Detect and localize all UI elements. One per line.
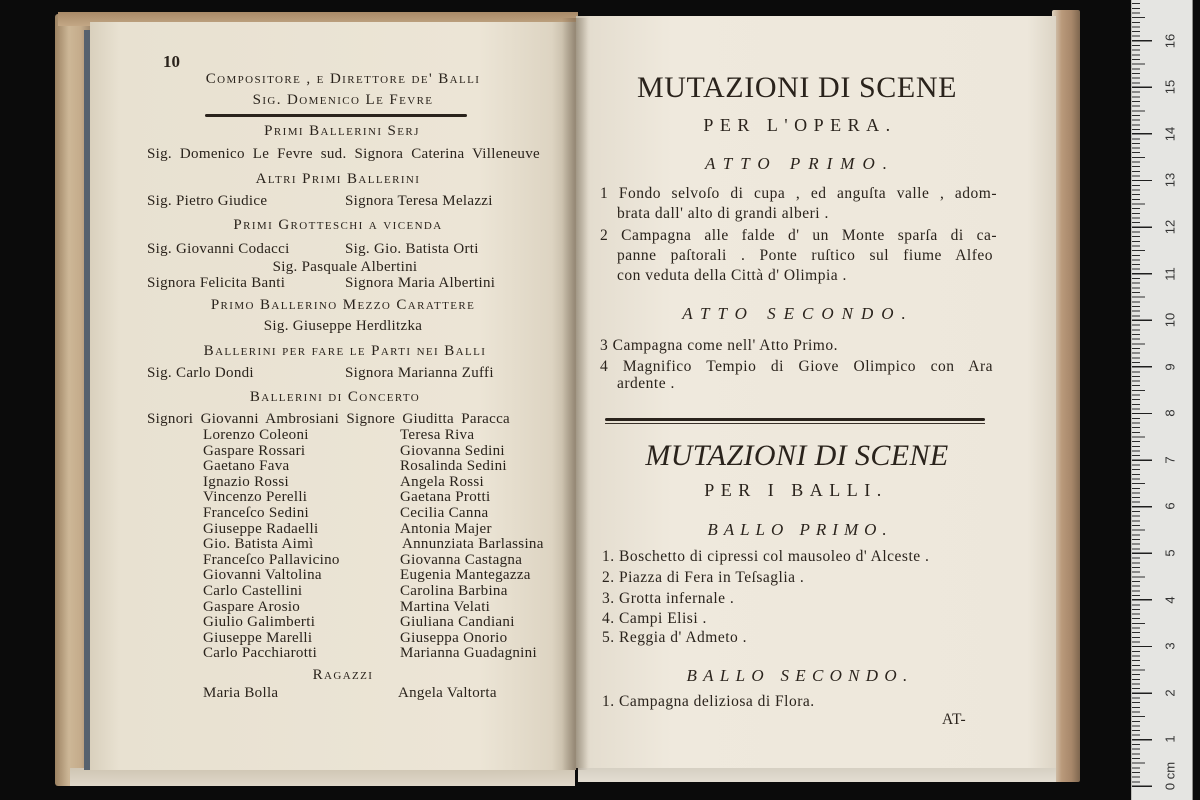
ballo-secondo-line: 1. Campagna deliziosa di Flora. — [602, 693, 815, 710]
section-heading-grotteschi: Primi Grotteschi a vicenda — [233, 217, 443, 233]
atto-primo-line: con veduta della Città d' Olimpia . — [617, 267, 847, 284]
section-divider-thick — [605, 418, 985, 421]
ruler-label: 2 — [1162, 689, 1178, 697]
header-name: Sig. Domenico Le Fevre — [252, 92, 434, 108]
ruler-label: 13 — [1162, 172, 1178, 188]
ballo-secondo-heading: BALLO SECONDO. — [686, 666, 914, 685]
concerto-woman: Teresa Riva — [400, 427, 475, 443]
concerto-woman: Gaetana Protti — [400, 489, 491, 505]
mezzo-carattere-name: Sig. Giuseppe Herdlitzka — [263, 318, 423, 334]
atto-primo-line: panne paſtorali . Ponte ruſtico sul fiume Alfeo — [617, 247, 993, 264]
concerto-woman: Antonia Majer — [400, 521, 492, 537]
ruler-label: 9 — [1162, 363, 1178, 371]
measuring-ruler — [1131, 0, 1193, 800]
ruler-label: 7 — [1162, 456, 1178, 464]
ruler-label: 4 — [1162, 596, 1178, 604]
atto-primo-line: 2 Campagna alle falde d' un Monte sparſa di ca- — [600, 227, 997, 244]
section-heading-concerto: Ballerini di Concerto — [249, 389, 421, 405]
ruler-label: 3 — [1162, 642, 1178, 650]
grotteschi-row3-right: Signora Maria Albertini — [345, 275, 496, 291]
concerto-woman: Rosalinda Sedini — [400, 458, 507, 474]
section-heading-mezzo-carattere: Primo Ballerino Mezzo Carattere — [210, 297, 476, 313]
altri-primi-right: Signora Teresa Melazzi — [345, 193, 493, 209]
ragazzi-left: Maria Bolla — [203, 685, 279, 701]
concerto-man: Gaspare Arosio — [203, 599, 301, 615]
ruler-label: 0 cm — [1162, 761, 1178, 791]
ruler-label: 8 — [1162, 409, 1178, 417]
primi-serj-line: Sig. Domenico Le Fevre sud. Signora Caterina Villeneuve — [147, 146, 540, 162]
ruler-label: 15 — [1162, 79, 1178, 95]
atto-primo-heading: ATTO PRIMO. — [705, 154, 895, 173]
concerto-woman: Annunziata Barlassina — [402, 536, 544, 552]
concerto-man: Giuseppe Marelli — [203, 630, 313, 646]
section-heading-parti: Ballerini per fare le Parti nei Balli — [203, 343, 487, 359]
ballo-primo-heading: BALLO PRIMO. — [707, 520, 893, 539]
concerto-man: Ignazio Rossi — [203, 474, 289, 490]
grotteschi-row2-center: Sig. Pasquale Albertini — [272, 259, 418, 275]
ballo-primo-line: 4. Campi Elisi . — [602, 610, 707, 627]
grotteschi-row3-left: Signora Felicita Banti — [147, 275, 286, 291]
grotteschi-row1-left: Sig. Giovanni Codacci — [147, 241, 290, 257]
header-rule — [205, 114, 467, 117]
right-cover-board — [1052, 10, 1080, 782]
concerto-woman: Marianna Guadagnini — [400, 645, 537, 661]
ruler-label: 10 — [1162, 312, 1178, 328]
concerto-woman: Carolina Barbina — [400, 583, 508, 599]
page-number: 10 — [163, 52, 180, 71]
ballo-primo-line: 3. Grotta infernale . — [602, 590, 735, 607]
header-title: Compositore , e Direttore de' Balli — [205, 71, 481, 87]
concerto-man: Lorenzo Coleoni — [203, 427, 309, 443]
atto-secondo-line: 3 Campagna come nell' Atto Primo. — [600, 337, 838, 354]
concerto-woman: Cecilia Canna — [400, 505, 489, 521]
balli-subtitle: PER I BALLI. — [704, 480, 888, 500]
concerto-intro: Signori Giovanni Ambrosiani Signore Giuditta Paracca — [147, 411, 510, 427]
concerto-woman: Giovanna Castagna — [400, 552, 523, 568]
section-heading-altri-primi: Altri Primi Ballerini — [255, 171, 421, 187]
parti-right: Signora Marianna Zuffi — [345, 365, 494, 381]
concerto-man: Gio. Batista Aimì — [203, 536, 314, 552]
section-divider-thin — [605, 423, 985, 424]
concerto-woman: Angela Rossi — [400, 474, 485, 490]
ruler-cm-ticks — [1132, 0, 1152, 787]
concerto-man: Giovanni Valtolina — [203, 567, 322, 583]
balli-title: MUTAZIONI DI SCENE — [645, 439, 949, 472]
concerto-man: Carlo Castellini — [203, 583, 303, 599]
concerto-woman: Eugenia Mantegazza — [400, 567, 531, 583]
atto-secondo-line: ardente . — [617, 375, 675, 392]
concerto-woman: Giovanna Sedini — [400, 443, 505, 459]
concerto-man: Gaetano Fava — [203, 458, 290, 474]
ruler-label: 14 — [1162, 126, 1178, 142]
parti-left: Sig. Carlo Dondi — [147, 365, 254, 381]
atto-secondo-heading: ATTO SECONDO. — [682, 304, 914, 323]
opera-title: MUTAZIONI DI SCENE — [636, 71, 958, 104]
section-heading-primi-serj: Primi Ballerini Serj — [264, 123, 420, 139]
ruler-label: 1 — [1162, 735, 1178, 743]
concerto-man: Giulio Galimberti — [203, 614, 316, 630]
atto-primo-line: 1 Fondo selvoſo di cupa , ed anguſta valle , adom- — [600, 185, 997, 202]
book-gutter — [562, 18, 588, 770]
ballo-primo-line: 2. Piazza di Fera in Teſsaglia . — [602, 569, 805, 586]
ruler-label: 5 — [1162, 549, 1178, 557]
ballo-primo-line: 1. Boschetto di cipressi col mausoleo d' Alceste . — [602, 548, 930, 565]
catchword: AT- — [942, 711, 967, 728]
concerto-man: Franceſco Pallavicino — [203, 552, 340, 568]
concerto-woman: Martina Velati — [400, 599, 491, 615]
ruler-label: 6 — [1162, 502, 1178, 510]
concerto-man: Vincenzo Perelli — [203, 489, 308, 505]
concerto-man: Franceſco Sedini — [203, 505, 310, 521]
concerto-woman: Giuseppa Onorio — [400, 630, 508, 646]
ruler-label: 16 — [1162, 33, 1178, 49]
ballo-primo-line: 5. Reggia d' Admeto . — [602, 629, 748, 646]
opera-subtitle: PER L'OPERA. — [703, 115, 897, 135]
altri-primi-left: Sig. Pietro Giudice — [147, 193, 268, 209]
grotteschi-row1-right: Sig. Gio. Batista Orti — [345, 241, 479, 257]
ruler-label: 11 — [1162, 267, 1178, 281]
concerto-man: Carlo Pacchiarotti — [203, 645, 318, 661]
atto-secondo-line: 4 Magnifico Tempio di Giove Olimpico con Ara — [600, 358, 993, 375]
concerto-man: Giuseppe Radaelli — [203, 521, 319, 537]
section-heading-ragazzi: Ragazzi — [312, 667, 374, 683]
atto-primo-line: brata dall' alto di grandi alberi . — [617, 205, 829, 222]
ruler-label: 12 — [1162, 219, 1178, 235]
left-page-bottom-edge — [70, 768, 575, 786]
concerto-man: Gaspare Rossari — [203, 443, 306, 459]
concerto-woman: Giuliana Candiani — [400, 614, 515, 630]
ragazzi-right: Angela Valtorta — [398, 685, 497, 701]
